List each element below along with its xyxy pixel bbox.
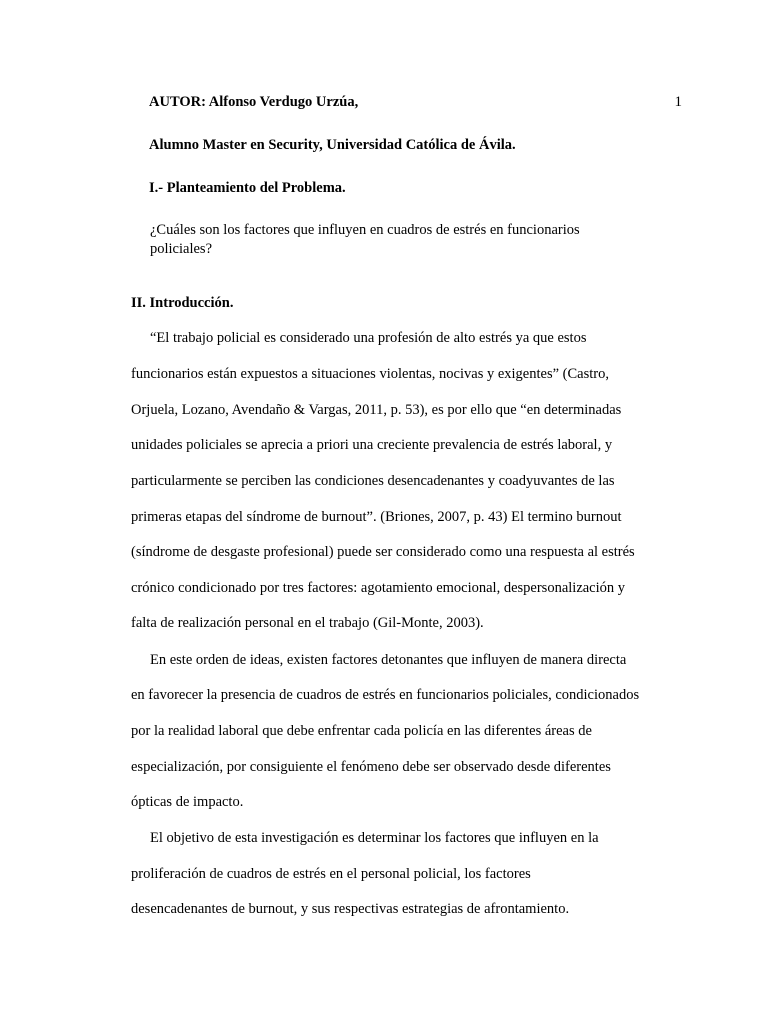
paragraph-line: (síndrome de desgaste profesional) puede ser considerado como una respuesta al estrés (131, 544, 635, 560)
paragraph-line: “El trabajo policial es considerado una profesión de alto estrés ya que estos (150, 330, 587, 346)
paragraph-line: falta de realización personal en el trabajo (Gil-Monte, 2003). (131, 615, 484, 631)
research-question: ¿Cuáles son los factores que influyen en cuadros de estrés en funcionarios policiales? (150, 222, 580, 257)
paragraph-line: Orjuela, Lozano, Avendaño & Vargas, 2011, p. 53), es por ello que “en determinadas (131, 402, 622, 418)
page-number: 1 (674, 94, 682, 110)
paragraph-line: unidades policiales se aprecia a priori una creciente prevalencia de estrés laboral, y (131, 437, 613, 453)
paragraph-line: ópticas de impacto. (131, 794, 244, 810)
paragraph-line: proliferación de cuadros de estrés en el personal policial, los factores (131, 866, 531, 882)
author-line: AUTOR: Alfonso Verdugo Urzúa, (149, 94, 359, 110)
section-heading-problem: I.- Planteamiento del Problema. (149, 180, 346, 196)
paragraph-line: por la realidad laboral que debe enfrentar cada policía en las diferentes áreas de (131, 723, 592, 739)
paragraph-line: crónico condicionado por tres factores: agotamiento emocional, despersonalización y (131, 580, 626, 596)
paragraph-line: en favorecer la presencia de cuadros de estrés en funcionarios policiales, condicionados (131, 687, 640, 703)
paragraph-line: En este orden de ideas, existen factores detonantes que influyen de manera directa (150, 652, 627, 668)
paragraph-line: particularmente se perciben las condiciones desencadenantes y coadyuvantes de las (131, 473, 615, 489)
paragraph-line: desencadenantes de burnout, y sus respectivas estrategias de afrontamiento. (131, 901, 570, 917)
paragraph-line: El objetivo de esta investigación es determinar los factores que influyen en la (150, 830, 599, 846)
paragraph-line: funcionarios están expuestos a situaciones violentas, nocivas y exigentes” (Castro, (131, 366, 609, 382)
affiliation-line: Alumno Master en Security, Universidad Católica de Ávila. (149, 137, 516, 153)
paragraph-line: primeras etapas del síndrome de burnout”. (Briones, 2007, p. 43) El termino burnout (131, 509, 622, 525)
paragraph-line: especialización, por consiguiente el fenómeno debe ser observado desde diferentes (131, 759, 611, 775)
section-heading-introduction: II. Introducción. (131, 295, 234, 311)
